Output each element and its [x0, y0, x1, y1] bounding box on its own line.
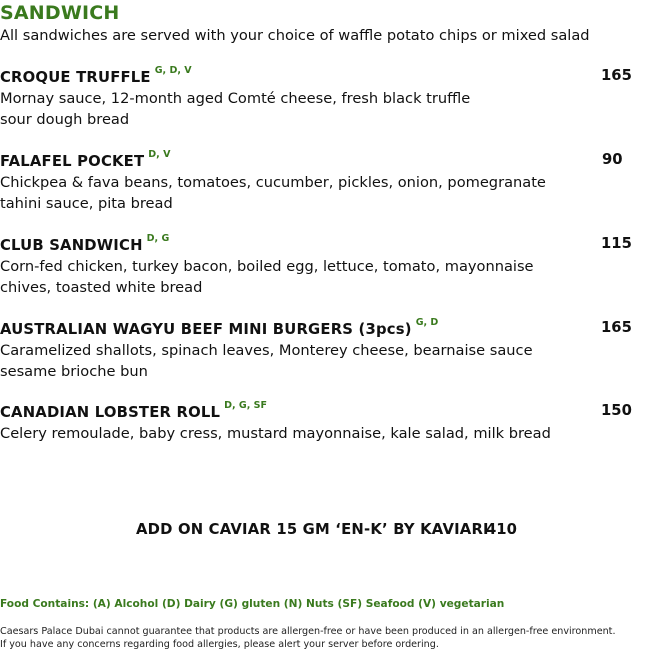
item-name: CLUB SANDWICH	[0, 237, 143, 254]
item-name: CROQUE TRUFFLE	[0, 69, 151, 86]
item-name: AUSTRALIAN WAGYU BEEF MINI BURGERS (3pcs)	[0, 321, 412, 338]
item-description-line: sour dough bread	[0, 111, 130, 128]
disclaimer-line: Caesars Palace Dubai cannot guarantee that products are allergen-free or have been produced in an allergen-free environment.	[0, 626, 616, 637]
menu-item-club-sandwich	[0, 235, 650, 298]
item-description	[0, 172, 650, 214]
item-allergen-tags: D, G, SF	[224, 400, 267, 411]
section-title: SANDWICH	[0, 2, 120, 24]
item-price: 115	[601, 235, 632, 252]
item-allergen-tags: G, D, V	[154, 65, 192, 76]
item-description-line: Celery remoulade, baby cress, mustard mayonnaise, kale salad, milk bread	[0, 425, 551, 442]
addon-caviar-label: ADD ON CAVIAR 15 GM ‘EN-K’ BY KAVIARI	[136, 521, 489, 538]
item-description-line: chives, toasted white bread	[0, 279, 203, 296]
item-price: 90	[602, 151, 623, 168]
item-description-line: sesame brioche bun	[0, 363, 148, 380]
menu-item-falafel-pocket	[0, 151, 650, 214]
item-price: 165	[601, 67, 632, 84]
allergen-legend: Food Contains: (A) Alcohol (D) Dairy (G) gluten (N) Nuts (SF) Seafood (V) vegetarian	[0, 598, 505, 610]
menu-item-wagyu-mini-burgers	[0, 319, 650, 382]
menu-item-lobster-roll	[0, 402, 650, 444]
item-name: CANADIAN LOBSTER ROLL	[0, 404, 221, 421]
item-price: 165	[601, 319, 632, 336]
item-allergen-tags: D, V	[148, 149, 171, 160]
section-subtitle: All sandwiches are served with your choice of waffle potato chips or mixed salad	[0, 27, 590, 44]
item-price: 150	[601, 402, 632, 419]
item-description-line: tahini sauce, pita bread	[0, 195, 173, 212]
item-description	[0, 256, 650, 298]
item-description-line: Corn-fed chicken, turkey bacon, boiled egg, lettuce, tomato, mayonnaise	[0, 258, 534, 275]
item-description	[0, 340, 650, 382]
allergen-disclaimer	[0, 625, 616, 651]
item-allergen-tags: G, D	[415, 317, 439, 328]
item-allergen-tags: D, G	[146, 233, 170, 244]
item-description-line: Chickpea & fava beans, tomatoes, cucumber, pickles, onion, pomegranate	[0, 174, 546, 191]
disclaimer-line: If you have any concerns regarding food allergies, please alert your server before ordering.	[0, 639, 439, 650]
item-name: FALAFEL POCKET	[0, 153, 145, 170]
item-description	[0, 88, 650, 130]
item-description-line: Mornay sauce, 12-month aged Comté cheese, fresh black truffle	[0, 90, 471, 107]
addon-caviar-price: 410	[486, 521, 517, 538]
item-description-line: Caramelized shallots, spinach leaves, Monterey cheese, bearnaise sauce	[0, 342, 533, 359]
item-description	[0, 423, 650, 444]
menu-item-croque-truffle	[0, 67, 650, 130]
